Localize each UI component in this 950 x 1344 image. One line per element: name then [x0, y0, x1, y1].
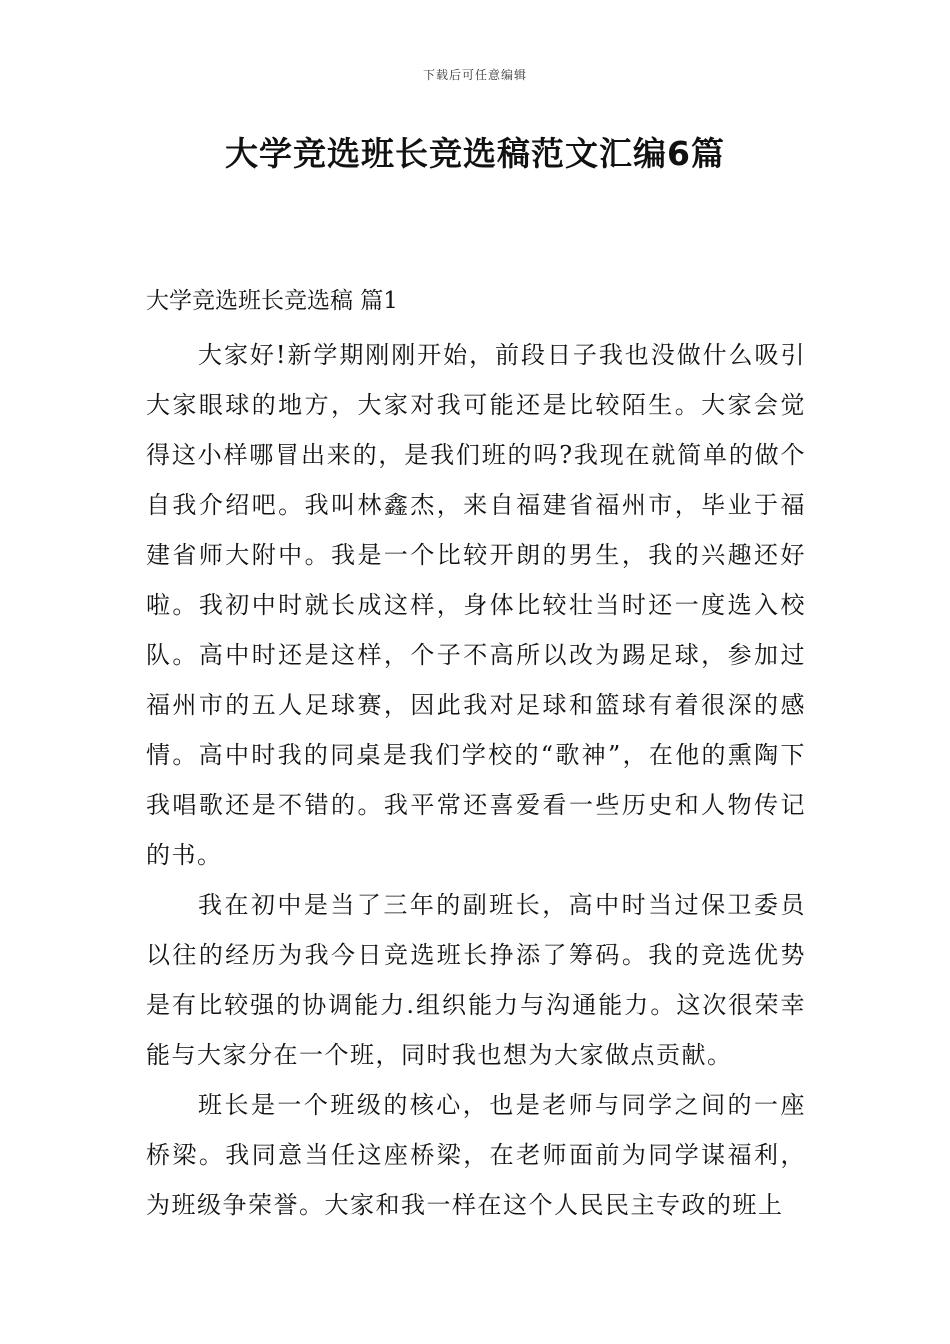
section-heading: 大学竞选班长竞选稿 篇1 — [146, 288, 398, 314]
header-note: 下载后可任意编辑 — [422, 68, 527, 82]
body-text — [146, 330, 806, 1230]
document-title: 大学竞选班长竞选稿范文汇编6篇 — [225, 134, 725, 173]
paragraph-3: 班长是一个班级的核心，也是老师与同学之间的一座桥梁。我同意当任这座桥梁，在老师面前为同学谋福利，为班级争荣誉。大家和我一样在这个人民民主专政的班上 — [146, 1091, 806, 1219]
paragraph-2: 我在初中是当了三年的副班长，高中时当过保卫委员以往的经历为我今日竞选班长挣添了筹码。我的竞选优势是有比较强的协调能力.组织能力与沟通能力。这次很荣幸能与大家分在一个班，同时我也想为大家做点贡献。 — [146, 891, 806, 1069]
paragraph-1: 大家好!新学期刚刚开始，前段日子我也没做什么吸引大家眼球的地方，大家对我可能还是比较陌生。大家会觉得这小样哪冒出来的，是我们班的吗?我现在就简单的做个自我介绍吧。我叫林鑫杰，来自福建省福州市，毕业于福建省师大附中。我是一个比较开朗的男生，我的兴趣还好啦。我初中时就长成这样，身体比较壮当时还一度选入校队。高中时还是这样，个子不高所以改为踢足球，参加过福州市的五人足球赛，因此我对足球和篮球有着很深的感情。高中时我的同桌是我们学校的“歌神”，在他的熏陶下我唱歌还是不错的。我平常还喜爱看一些历史和人物传记的书。 — [146, 341, 806, 869]
